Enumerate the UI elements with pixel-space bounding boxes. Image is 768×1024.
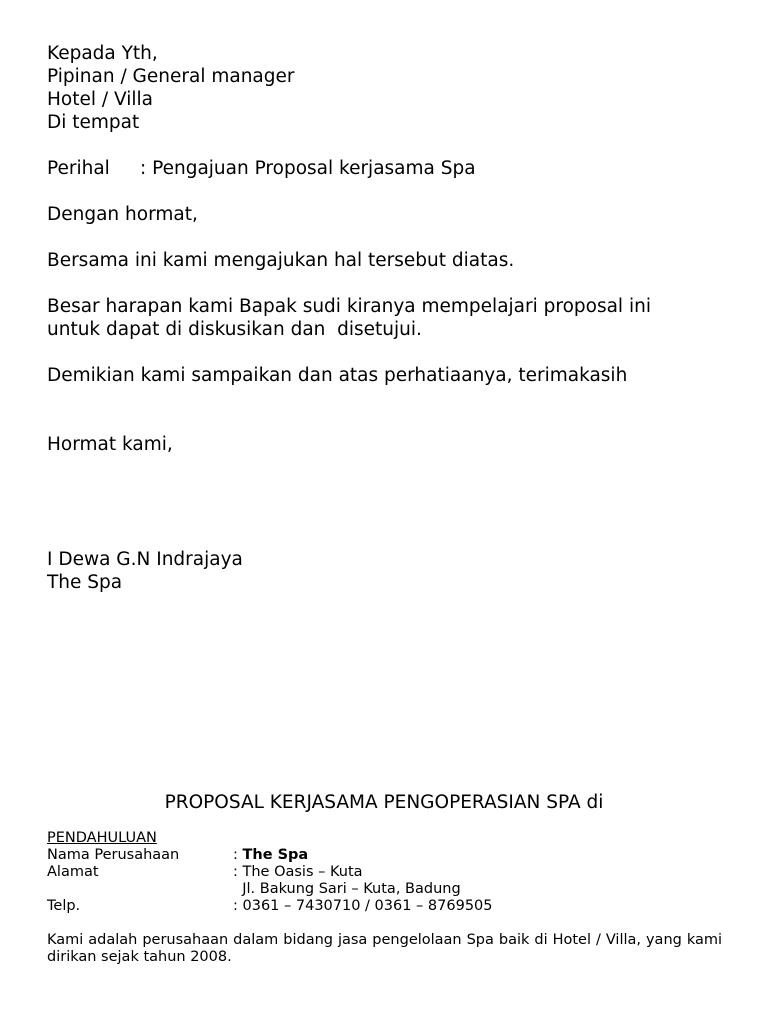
proposal-title: PROPOSAL KERJASAMA PENGOPERASIAN SPA di (164, 792, 604, 813)
cover-letter (47, 42, 737, 594)
paragraph-1: Bersama ini kami mengajukan hal tersebut diatas. (47, 250, 515, 271)
company-separator: : (233, 847, 243, 863)
phone-row (47, 898, 722, 915)
recipient-line-2: Pipinan / General manager (47, 66, 295, 87)
recipient-line-1: Kepada Yth, (47, 43, 158, 64)
proposal-section (47, 830, 722, 966)
intro-paragraph: Kami adalah perusahaan dalam bidang jasa pengelolaan Spa baik di Hotel / Villa, yang kami dirikan sejak tahun 2008. (47, 932, 722, 965)
subject-line (47, 157, 737, 180)
address-label: Alamat (47, 864, 99, 880)
signer-company: The Spa (47, 572, 123, 593)
phone-label: Telp. (47, 898, 81, 914)
closing: Hormat kami, (47, 434, 173, 455)
company-row (47, 847, 722, 864)
address-row-2 (47, 881, 722, 898)
salutation: Dengan hormat, (47, 204, 198, 225)
phone-value: : 0361 – 7430710 / 0361 – 8769505 (233, 898, 493, 914)
address-line-1: : The Oasis – Kuta (233, 864, 363, 880)
section-heading: PENDAHULUAN (47, 830, 157, 846)
paragraph-2-line-1: Besar harapan kami Bapak sudi kiranya mempelajari proposal ini (47, 296, 651, 317)
company-value-wrap (233, 847, 308, 864)
paragraph-3: Demikian kami sampaikan dan atas perhatiaanya, terimakasih (47, 365, 628, 386)
signer-name: I Dewa G.N Indrajaya (47, 549, 243, 570)
address-row (47, 864, 722, 881)
subject-value: : Pengajuan Proposal kerjasama Spa (140, 158, 476, 179)
recipient-line-3: Hotel / Villa (47, 89, 154, 110)
company-label: Nama Perusahaan (47, 847, 180, 863)
subject-label: Perihal (47, 158, 110, 179)
address-line-2: Jl. Bakung Sari – Kuta, Badung (233, 881, 461, 897)
recipient-line-4: Di tempat (47, 112, 140, 133)
paragraph-2-line-2: untuk dapat di diskusikan dan disetujui. (47, 319, 422, 340)
company-value: The Spa (242, 847, 309, 863)
